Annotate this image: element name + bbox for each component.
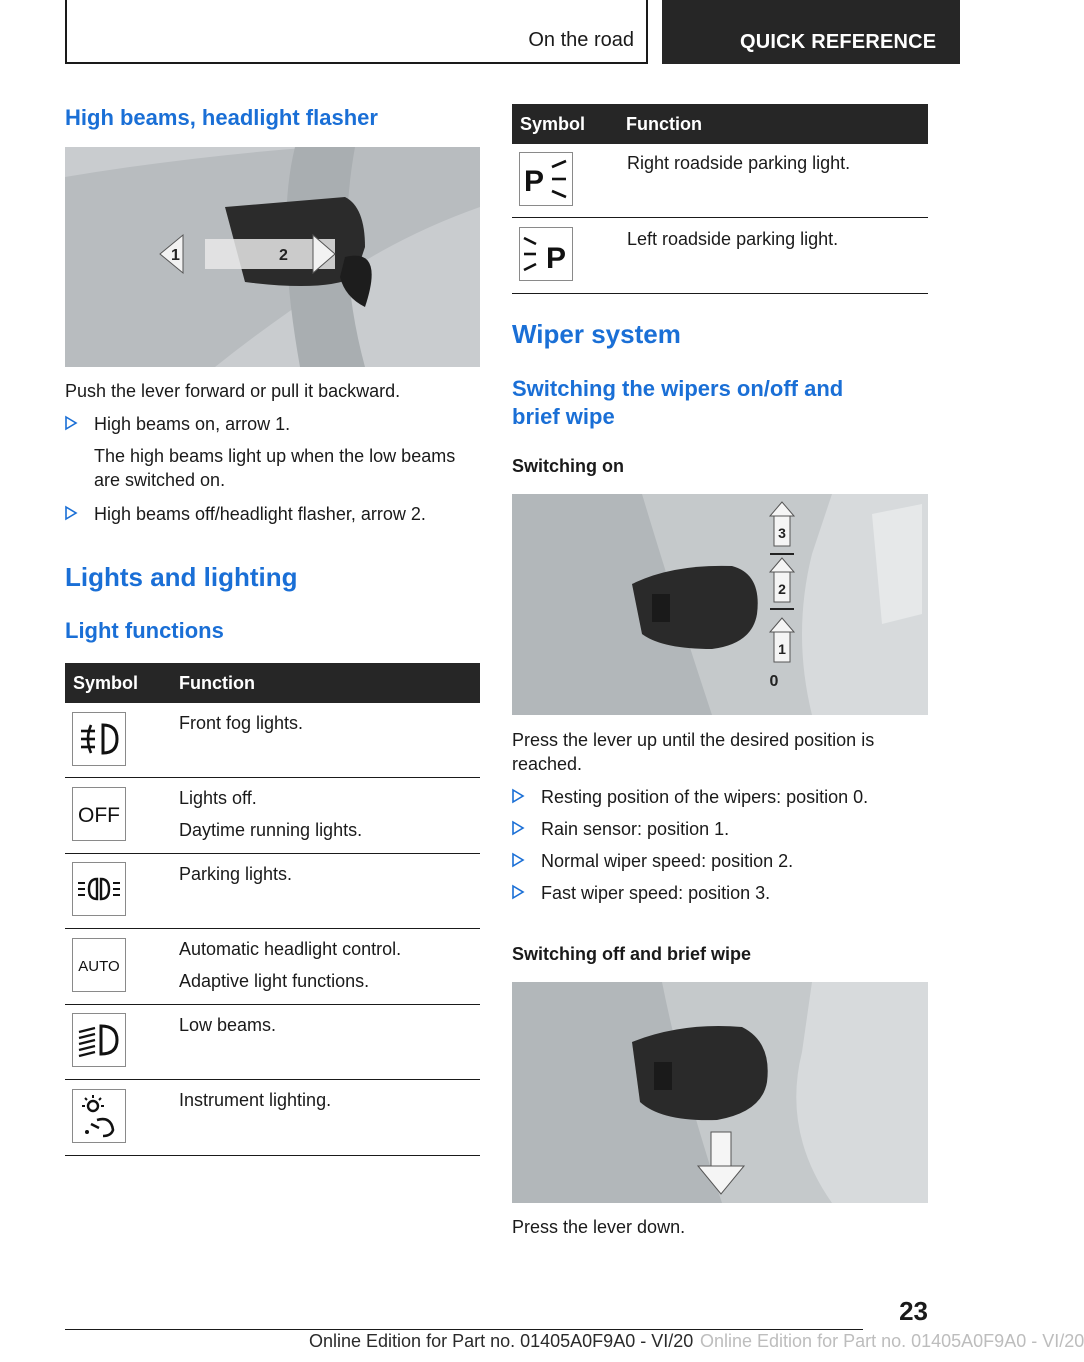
- col-symbol: Symbol: [520, 114, 586, 134]
- footer-divider: [65, 1329, 863, 1330]
- wiper-lever-up-illustration: [512, 494, 928, 715]
- row-divider: [512, 293, 928, 294]
- instrument-lighting-icon: [72, 1089, 126, 1143]
- row-divider: [65, 1079, 480, 1080]
- press-up-text-line1: Press the lever up until the desired position is: [512, 730, 875, 750]
- wiper-position-label-2: 2: [778, 581, 786, 597]
- low-beams-icon: [72, 1013, 126, 1067]
- wiper-position-label-3: 3: [778, 525, 786, 541]
- col-function: Function: [179, 673, 255, 693]
- switching-on-heading: Switching on: [512, 456, 624, 476]
- right-parking-light-icon: [519, 152, 573, 206]
- parking-lights-table-header: [512, 104, 928, 144]
- front-fog-lights-icon: [72, 712, 126, 766]
- function-text: Left roadside parking light.: [627, 229, 839, 249]
- function-text: Low beams.: [179, 1015, 277, 1035]
- lights-heading: Lights and lighting: [65, 562, 298, 592]
- auto-headlight-icon: [72, 938, 126, 992]
- triangle-bullet-icon: [65, 505, 77, 521]
- bullet-subtext-line: The high beams light up when the low beams: [94, 446, 456, 466]
- row-divider: [512, 217, 928, 218]
- function-text: Adaptive light functions.: [179, 971, 370, 991]
- function-text: Front fog lights.: [179, 713, 304, 733]
- switching-wipers-heading-line1: Switching the wipers on/off and: [512, 376, 844, 401]
- page-number: 23: [899, 1296, 928, 1326]
- wiper-system-heading: Wiper system: [512, 319, 681, 349]
- svg-text:AUTO: AUTO: [78, 958, 120, 975]
- col-symbol: Symbol: [73, 673, 139, 693]
- function-text: Instrument lighting.: [179, 1090, 332, 1110]
- header-chapter-title: QUICK REFERENCE: [740, 31, 937, 53]
- row-divider: [65, 1004, 480, 1005]
- triangle-bullet-icon: [512, 852, 524, 868]
- row-divider: [65, 1155, 480, 1156]
- function-text: Right roadside parking light.: [627, 153, 851, 173]
- svg-text:P: P: [523, 165, 545, 198]
- triangle-bullet-icon: [512, 820, 524, 836]
- switching-off-heading: Switching off and brief wipe: [512, 944, 752, 964]
- col-function: Function: [626, 114, 702, 134]
- edition-text: Online Edition for Part no. 01405A0F9A0 - VI/20: [309, 1331, 694, 1351]
- header-chapter-tab: [662, 0, 960, 64]
- row-divider: [65, 853, 480, 854]
- light-functions-table-header: [65, 663, 480, 703]
- function-text: Daytime running lights.: [179, 820, 363, 840]
- wiper-lever-down-illustration: [512, 982, 928, 1203]
- switching-wipers-heading-line2: brief wipe: [512, 404, 615, 429]
- header-section-box: [65, 0, 648, 64]
- function-text: Automatic headlight control.: [179, 939, 402, 959]
- row-divider: [65, 777, 480, 778]
- high-beams-lever-illustration: [65, 147, 480, 367]
- edition-watermark: Online Edition for Part no. 01405A0F9A0 - VI/20: [700, 1331, 1084, 1351]
- triangle-bullet-icon: [512, 884, 524, 900]
- high-beams-heading: High beams, headlight flasher: [65, 105, 378, 130]
- wiper-lever-down-photo: [512, 982, 928, 1203]
- light-functions-heading: Light functions: [65, 618, 224, 643]
- triangle-bullet-icon: [65, 415, 77, 431]
- lights-off-icon: [72, 787, 126, 841]
- wiper-position-label-0: 0: [769, 673, 779, 690]
- press-down-text: Press the lever down.: [512, 1217, 686, 1237]
- row-divider: [65, 928, 480, 929]
- wiper-lever-up-photo: [512, 494, 928, 715]
- wiper-position-label-1: 1: [778, 641, 786, 657]
- triangle-bullet-icon: [512, 788, 524, 804]
- photo-label-1: 1: [171, 247, 180, 264]
- press-up-text-line2: reached.: [512, 754, 583, 774]
- header-section-title: On the road: [528, 29, 634, 51]
- svg-text:P: P: [545, 242, 567, 275]
- high-beams-lever-photo: [65, 147, 480, 367]
- bullet-subtext-line: are switched on.: [94, 470, 226, 490]
- left-parking-light-icon: [519, 227, 573, 281]
- svg-text:OFF: OFF: [78, 804, 120, 827]
- photo-label-2: 2: [279, 247, 288, 264]
- parking-lights-icon: [72, 862, 126, 916]
- function-text: Lights off.: [179, 788, 257, 808]
- function-text: Parking lights.: [179, 864, 293, 884]
- high-beams-intro: Push the lever forward or pull it backward.: [65, 381, 401, 401]
